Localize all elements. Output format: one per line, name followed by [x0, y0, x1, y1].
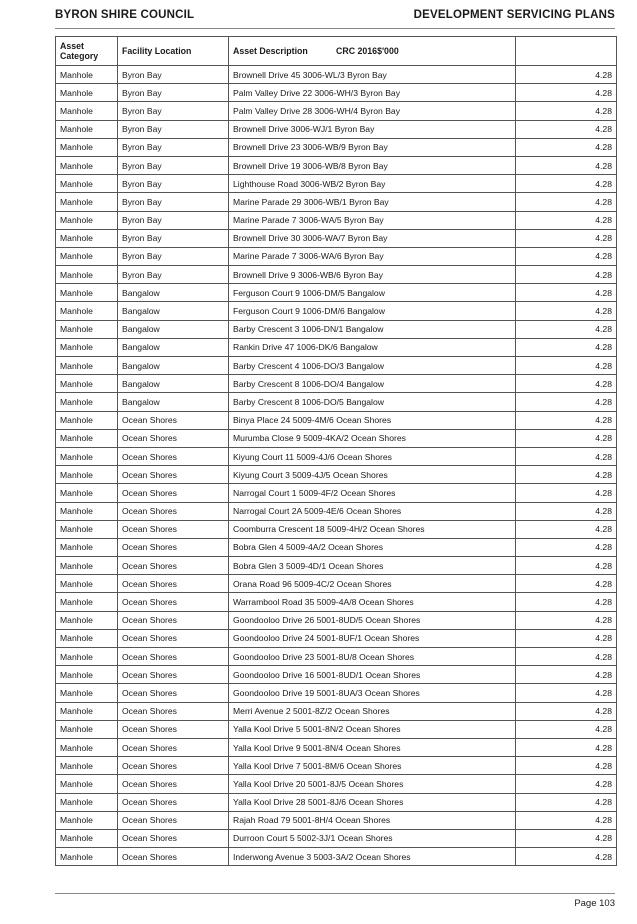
table-row [56, 557, 617, 575]
facility-location-cell: Ocean Shores [118, 575, 229, 593]
asset-category-cell: Manhole [56, 229, 118, 247]
crc-value-cell: 4.28 [516, 138, 617, 156]
asset-description-cell: Durroon Court 5 5002-3J/1 Ocean Shores [229, 829, 516, 847]
crc-value-cell: 4.28 [516, 229, 617, 247]
asset-category-cell: Manhole [56, 66, 118, 84]
facility-location-cell: Byron Bay [118, 66, 229, 84]
table-row [56, 211, 617, 229]
asset-description-cell: Narrogal Court 2A 5009-4E/6 Ocean Shores [229, 502, 516, 520]
facility-location-cell: Ocean Shores [118, 848, 229, 866]
table-row [56, 575, 617, 593]
crc-value-cell: 4.28 [516, 648, 617, 666]
crc-value-cell: 4.28 [516, 447, 617, 465]
facility-location-cell: Ocean Shores [118, 775, 229, 793]
asset-description-cell: Bobra Glen 4 5009-4A/2 Ocean Shores [229, 538, 516, 556]
crc-value-cell: 4.28 [516, 484, 617, 502]
crc-value-cell: 4.28 [516, 338, 617, 356]
asset-description-cell: Goondooloo Drive 19 5001-8UA/3 Ocean Shores [229, 684, 516, 702]
asset-category-cell: Manhole [56, 247, 118, 265]
asset-category-cell: Manhole [56, 193, 118, 211]
asset-category-cell: Manhole [56, 447, 118, 465]
facility-location-cell: Byron Bay [118, 102, 229, 120]
asset-description-cell: Rajah Road 79 5001-8H/4 Ocean Shores [229, 811, 516, 829]
table-row [56, 484, 617, 502]
crc-value-cell: 4.28 [516, 520, 617, 538]
crc-value-cell: 4.28 [516, 193, 617, 211]
crc-value-cell: 4.28 [516, 829, 617, 847]
facility-location-cell: Byron Bay [118, 175, 229, 193]
document-title: DEVELOPMENT SERVICING PLANS [413, 9, 615, 21]
facility-location-cell: Ocean Shores [118, 593, 229, 611]
asset-category-cell: Manhole [56, 320, 118, 338]
facility-location-cell: Ocean Shores [118, 484, 229, 502]
facility-location-cell: Bangalow [118, 393, 229, 411]
table-row [56, 429, 617, 447]
facility-location-cell: Ocean Shores [118, 629, 229, 647]
facility-location-cell: Byron Bay [118, 84, 229, 102]
crc-value-cell: 4.28 [516, 156, 617, 174]
column-header-asset-category: Asset Category [56, 37, 118, 66]
facility-location-cell: Ocean Shores [118, 611, 229, 629]
crc-value-cell: 4.28 [516, 793, 617, 811]
facility-location-cell: Ocean Shores [118, 757, 229, 775]
asset-description-cell: Merri Avenue 2 5001-8Z/2 Ocean Shores [229, 702, 516, 720]
table-row [56, 757, 617, 775]
asset-description-cell: Barby Crescent 8 1006-DO/5 Bangalow [229, 393, 516, 411]
asset-description-cell: Palm Valley Drive 28 3006-WH/4 Byron Bay [229, 102, 516, 120]
asset-category-cell: Manhole [56, 738, 118, 756]
asset-description-cell: Barby Crescent 8 1006-DO/4 Bangalow [229, 375, 516, 393]
facility-location-cell: Ocean Shores [118, 520, 229, 538]
facility-location-cell: Ocean Shores [118, 666, 229, 684]
asset-description-cell: Brownell Drive 9 3006-WB/6 Byron Bay [229, 266, 516, 284]
asset-description-cell: Goondooloo Drive 23 5001-8U/8 Ocean Shores [229, 648, 516, 666]
asset-category-cell: Manhole [56, 175, 118, 193]
table-row [56, 175, 617, 193]
table-row [56, 357, 617, 375]
facility-location-cell: Byron Bay [118, 211, 229, 229]
asset-description-cell: Goondooloo Drive 26 5001-8UD/5 Ocean Shores [229, 611, 516, 629]
asset-category-cell: Manhole [56, 466, 118, 484]
asset-category-cell: Manhole [56, 684, 118, 702]
asset-category-cell: Manhole [56, 611, 118, 629]
facility-location-cell: Byron Bay [118, 266, 229, 284]
crc-value-cell: 4.28 [516, 557, 617, 575]
asset-description-cell: Brownell Drive 3006-WJ/1 Byron Bay [229, 120, 516, 138]
asset-description-cell: Barby Crescent 4 1006-DO/3 Bangalow [229, 357, 516, 375]
table-row [56, 775, 617, 793]
asset-description-cell: Goondooloo Drive 16 5001-8UD/1 Ocean Shores [229, 666, 516, 684]
facility-location-cell: Ocean Shores [118, 738, 229, 756]
table-row [56, 793, 617, 811]
facility-location-cell: Ocean Shores [118, 648, 229, 666]
asset-category-cell: Manhole [56, 575, 118, 593]
facility-location-cell: Byron Bay [118, 138, 229, 156]
asset-category-cell: Manhole [56, 375, 118, 393]
crc-value-cell: 4.28 [516, 720, 617, 738]
asset-category-cell: Manhole [56, 520, 118, 538]
facility-location-cell: Byron Bay [118, 156, 229, 174]
asset-category-cell: Manhole [56, 156, 118, 174]
table-row [56, 848, 617, 866]
table-row [56, 375, 617, 393]
asset-category-cell: Manhole [56, 211, 118, 229]
asset-category-cell: Manhole [56, 357, 118, 375]
table-row [56, 684, 617, 702]
asset-description-cell: Marine Parade 7 3006-WA/6 Byron Bay [229, 247, 516, 265]
asset-category-cell: Manhole [56, 666, 118, 684]
asset-description-cell: Yalla Kool Drive 9 5001-8N/4 Ocean Shores [229, 738, 516, 756]
asset-table-body [56, 66, 617, 866]
asset-category-cell: Manhole [56, 284, 118, 302]
table-row [56, 302, 617, 320]
crc-value-cell: 4.28 [516, 466, 617, 484]
asset-description-cell: Ferguson Court 9 1006-DM/5 Bangalow [229, 284, 516, 302]
asset-description-cell: Palm Valley Drive 22 3006-WH/3 Byron Bay [229, 84, 516, 102]
column-header-asset-description: Asset Description [229, 37, 516, 66]
table-row [56, 811, 617, 829]
crc-value-cell: 4.28 [516, 538, 617, 556]
crc-value-cell: 4.28 [516, 429, 617, 447]
facility-location-cell: Bangalow [118, 375, 229, 393]
crc-value-cell: 4.28 [516, 775, 617, 793]
asset-description-cell: Kiyung Court 3 5009-4J/5 Ocean Shores [229, 466, 516, 484]
table-row [56, 829, 617, 847]
table-row [56, 502, 617, 520]
asset-category-cell: Manhole [56, 338, 118, 356]
facility-location-cell: Ocean Shores [118, 793, 229, 811]
asset-category-cell: Manhole [56, 829, 118, 847]
asset-description-cell: Narrogal Court 1 5009-4F/2 Ocean Shores [229, 484, 516, 502]
table-row [56, 720, 617, 738]
crc-value-cell: 4.28 [516, 502, 617, 520]
table-row [56, 629, 617, 647]
crc-value-cell: 4.28 [516, 393, 617, 411]
facility-location-cell: Byron Bay [118, 247, 229, 265]
crc-value-cell: 4.28 [516, 120, 617, 138]
crc-value-cell: 4.28 [516, 84, 617, 102]
asset-description-cell: Warrambool Road 35 5009-4A/8 Ocean Shores [229, 593, 516, 611]
table-row [56, 84, 617, 102]
asset-description-cell: Marine Parade 29 3006-WB/1 Byron Bay [229, 193, 516, 211]
asset-description-cell: Yalla Kool Drive 20 5001-8J/5 Ocean Shores [229, 775, 516, 793]
asset-description-cell: Brownell Drive 19 3006-WB/8 Byron Bay [229, 156, 516, 174]
table-row [56, 447, 617, 465]
facility-location-cell: Byron Bay [118, 193, 229, 211]
facility-location-cell: Ocean Shores [118, 557, 229, 575]
facility-location-cell: Ocean Shores [118, 538, 229, 556]
facility-location-cell: Ocean Shores [118, 502, 229, 520]
asset-description-cell: Orana Road 96 5009-4C/2 Ocean Shores [229, 575, 516, 593]
crc-value-cell: 4.28 [516, 666, 617, 684]
page-number: Page 103 [574, 898, 615, 909]
asset-category-cell: Manhole [56, 848, 118, 866]
asset-description-cell: Kiyung Court 11 5009-4J/6 Ocean Shores [229, 447, 516, 465]
facility-location-cell: Ocean Shores [118, 829, 229, 847]
table-row [56, 611, 617, 629]
facility-location-cell: Byron Bay [118, 229, 229, 247]
asset-category-cell: Manhole [56, 138, 118, 156]
facility-location-cell: Ocean Shores [118, 411, 229, 429]
asset-description-cell: Murumba Close 9 5009-4KA/2 Ocean Shores [229, 429, 516, 447]
asset-category-cell: Manhole [56, 757, 118, 775]
asset-category-cell: Manhole [56, 266, 118, 284]
table-row [56, 247, 617, 265]
table-row [56, 193, 617, 211]
table-row [56, 538, 617, 556]
asset-category-cell: Manhole [56, 120, 118, 138]
crc-value-cell: 4.28 [516, 175, 617, 193]
asset-description-cell: Yalla Kool Drive 5 5001-8N/2 Ocean Shores [229, 720, 516, 738]
asset-category-cell: Manhole [56, 702, 118, 720]
facility-location-cell: Byron Bay [118, 120, 229, 138]
facility-location-cell: Ocean Shores [118, 429, 229, 447]
table-row [56, 393, 617, 411]
asset-category-cell: Manhole [56, 557, 118, 575]
table-header-row [56, 37, 617, 66]
table-row [56, 138, 617, 156]
crc-value-cell: 4.28 [516, 629, 617, 647]
asset-description-cell: Coomburra Crescent 18 5009-4H/2 Ocean Shores [229, 520, 516, 538]
page-header [55, 9, 615, 29]
asset-description-cell: Lighthouse Road 3006-WB/2 Byron Bay [229, 175, 516, 193]
crc-value-cell: 4.28 [516, 320, 617, 338]
table-row [56, 666, 617, 684]
asset-description-cell: Barby Crescent 3 1006-DN/1 Bangalow [229, 320, 516, 338]
asset-category-cell: Manhole [56, 411, 118, 429]
asset-description-cell: Brownell Drive 23 3006-WB/9 Byron Bay [229, 138, 516, 156]
asset-description-cell: Binya Place 24 5009-4M/6 Ocean Shores [229, 411, 516, 429]
asset-category-cell: Manhole [56, 484, 118, 502]
header-divider [55, 28, 615, 29]
facility-location-cell: Bangalow [118, 338, 229, 356]
asset-category-cell: Manhole [56, 648, 118, 666]
asset-category-cell: Manhole [56, 502, 118, 520]
crc-value-cell: 4.28 [516, 375, 617, 393]
asset-description-cell: Yalla Kool Drive 7 5001-8M/6 Ocean Shores [229, 757, 516, 775]
crc-value-cell: 4.28 [516, 302, 617, 320]
asset-category-cell: Manhole [56, 538, 118, 556]
asset-category-cell: Manhole [56, 429, 118, 447]
footer-divider [55, 893, 615, 894]
crc-value-cell: 4.28 [516, 684, 617, 702]
crc-value-cell: 4.28 [516, 247, 617, 265]
facility-location-cell: Ocean Shores [118, 811, 229, 829]
table-row [56, 738, 617, 756]
asset-category-cell: Manhole [56, 302, 118, 320]
table-row [56, 102, 617, 120]
crc-value-cell: 4.28 [516, 211, 617, 229]
asset-category-cell: Manhole [56, 593, 118, 611]
asset-description-cell: Goondooloo Drive 24 5001-8UF/1 Ocean Shores [229, 629, 516, 647]
asset-description-cell: Bobra Glen 3 5009-4D/1 Ocean Shores [229, 557, 516, 575]
crc-value-cell: 4.28 [516, 411, 617, 429]
council-name: BYRON SHIRE COUNCIL [55, 9, 195, 21]
table-row [56, 266, 617, 284]
crc-value-cell: 4.28 [516, 575, 617, 593]
asset-description-cell: Yalla Kool Drive 28 5001-8J/6 Ocean Shores [229, 793, 516, 811]
table-row [56, 466, 617, 484]
facility-location-cell: Ocean Shores [118, 684, 229, 702]
table-row [56, 66, 617, 84]
table-row [56, 120, 617, 138]
crc-value-cell: 4.28 [516, 357, 617, 375]
facility-location-cell: Bangalow [118, 320, 229, 338]
asset-category-cell: Manhole [56, 720, 118, 738]
asset-description-cell: Ferguson Court 9 1006-DM/6 Bangalow [229, 302, 516, 320]
facility-location-cell: Ocean Shores [118, 466, 229, 484]
facility-location-cell: Bangalow [118, 357, 229, 375]
facility-location-cell: Ocean Shores [118, 702, 229, 720]
crc-value-cell: 4.28 [516, 811, 617, 829]
crc-value-cell: 4.28 [516, 848, 617, 866]
crc-value-cell: 4.28 [516, 284, 617, 302]
asset-category-cell: Manhole [56, 102, 118, 120]
asset-description-cell: Rankin Drive 47 1006-DK/6 Bangalow [229, 338, 516, 356]
crc-value-cell: 4.28 [516, 757, 617, 775]
crc-value-cell: 4.28 [516, 611, 617, 629]
crc-value-cell: 4.28 [516, 66, 617, 84]
crc-value-cell: 4.28 [516, 593, 617, 611]
asset-description-cell: Brownell Drive 45 3006-WL/3 Byron Bay [229, 66, 516, 84]
table-row [56, 320, 617, 338]
asset-category-cell: Manhole [56, 629, 118, 647]
asset-description-cell: Inderwong Avenue 3 5003-3A/2 Ocean Shores [229, 848, 516, 866]
facility-location-cell: Bangalow [118, 284, 229, 302]
table-row [56, 338, 617, 356]
crc-value-cell: 4.28 [516, 738, 617, 756]
asset-description-cell: Brownell Drive 30 3006-WA/7 Byron Bay [229, 229, 516, 247]
asset-description-cell: Marine Parade 7 3006-WA/5 Byron Bay [229, 211, 516, 229]
asset-category-cell: Manhole [56, 84, 118, 102]
asset-table [55, 36, 617, 866]
asset-category-cell: Manhole [56, 775, 118, 793]
facility-location-cell: Bangalow [118, 302, 229, 320]
facility-location-cell: Ocean Shores [118, 447, 229, 465]
table-row [56, 520, 617, 538]
table-row [56, 702, 617, 720]
table-row [56, 411, 617, 429]
column-header-crc: CRC 2016$'000 [336, 37, 437, 66]
table-row [56, 229, 617, 247]
table-row [56, 593, 617, 611]
column-header-facility-location: Facility Location [118, 37, 229, 66]
crc-value-cell: 4.28 [516, 702, 617, 720]
facility-location-cell: Ocean Shores [118, 720, 229, 738]
asset-category-cell: Manhole [56, 793, 118, 811]
crc-value-cell: 4.28 [516, 266, 617, 284]
table-row [56, 156, 617, 174]
asset-category-cell: Manhole [56, 393, 118, 411]
table-row [56, 648, 617, 666]
crc-value-cell: 4.28 [516, 102, 617, 120]
asset-category-cell: Manhole [56, 811, 118, 829]
table-row [56, 284, 617, 302]
